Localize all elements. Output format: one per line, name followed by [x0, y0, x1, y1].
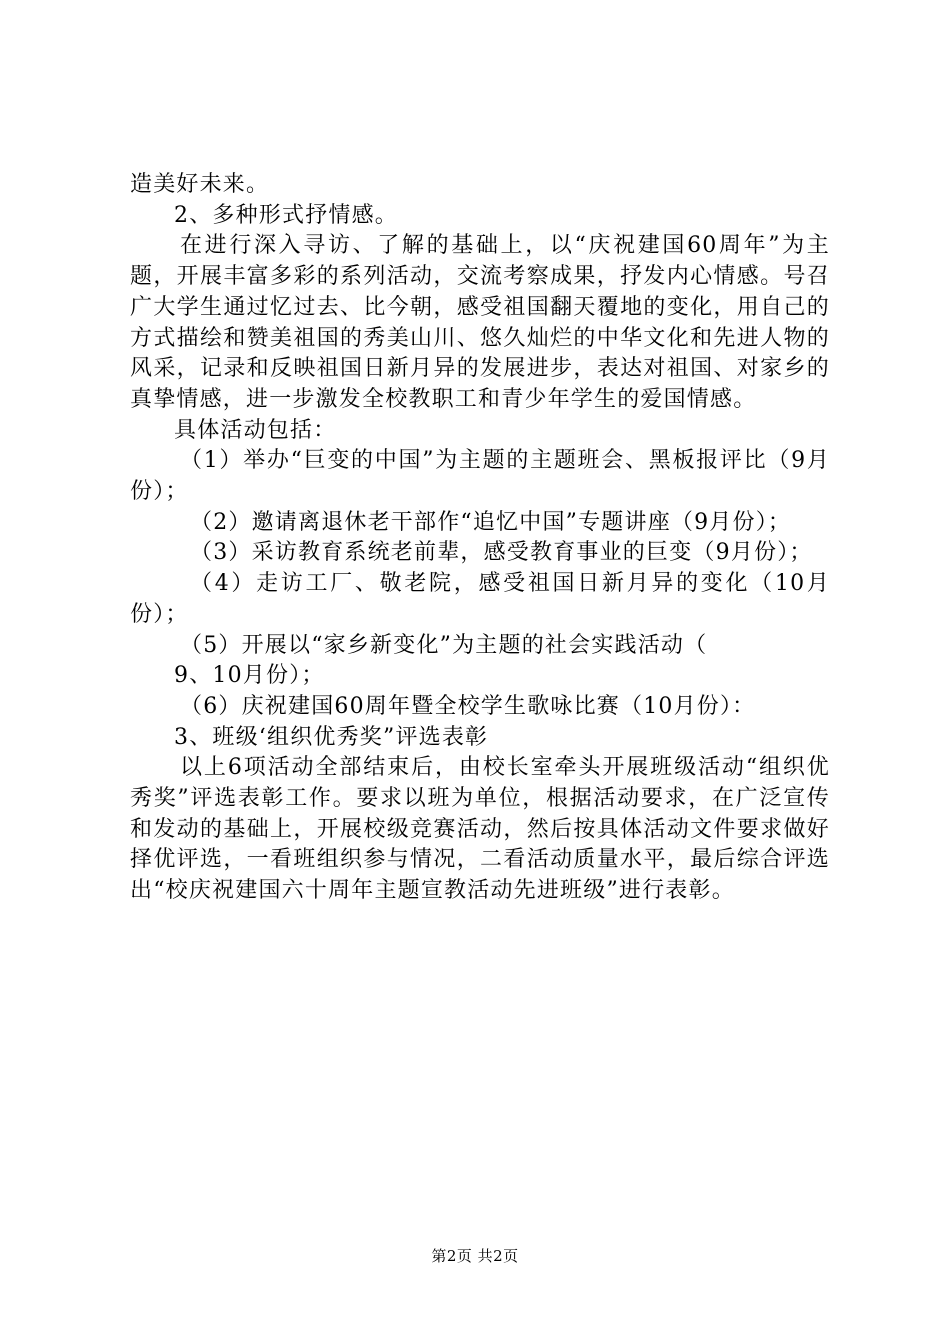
activity-item-4: （4）走访工厂、敬老院，感受祖国日新月异的变化（10月份）；	[130, 571, 830, 627]
section-heading-3: 3、班级‘组织优秀奖”评选表彰	[174, 724, 489, 750]
activity-item-1: （1）举办“巨变的中国”为主题的主题班会、黑板报评比（9月份）；	[130, 448, 830, 505]
activity-item-2: （2）邀请离退休老干部作“追忆中国”专题讲座（9月份）；	[190, 509, 792, 535]
activity-list-heading: 具体活动包括：	[174, 417, 337, 443]
activity-item-6: （6）庆祝建国60周年暨全校学生歌咏比赛（10月份）：	[180, 693, 756, 719]
section-heading-2: 2、多种形式抒情感。	[174, 202, 398, 228]
activity-item-5-continuation: 9、10月份）；	[174, 663, 325, 689]
document-body	[130, 170, 830, 907]
paragraph-award-selection: 以上6项活动全部结束后，由校长室牵头开展班级活动“组织优秀奖”评选表彰工作。要求以班为单位，根据活动要求，在广泛宣传和发动的基础上，开展校级竞赛活动，然后按具体活动文件要求做好择优评选，一看班组织参与情况，二看活动质量水平，最后综合评选出“校庆祝建国六十周年主题宣教活动先进班级”进行表彰。	[130, 755, 830, 904]
paragraph-activities-intro: 在进行深入寻访、了解的基础上，以“庆祝建国60周年”为主题，开展丰富多彩的系列活动，交流考察成果，抒发内心情感。号召广大学生通过忆过去、比今朝，感受祖国翻天覆地的变化，用自己的方式描绘和赞美祖国的秀美山川、悠久灿烂的中华文化和先进人物的风采，记录和反映祖国日新月异的发展进步，表达对祖国、对家乡的真挚情感，进一步激发全校教职工和青少年学生的爱国情感。	[130, 233, 830, 412]
page-number-footer: 第2页 共2页	[431, 1247, 519, 1265]
activity-item-3: （3）采访教育系统老前辈，感受教育事业的巨变（9月份）；	[190, 540, 813, 566]
activity-item-5: （5）开展以“家乡新变化”为主题的社会实践活动（	[180, 632, 708, 658]
paragraph-continuation: 造美好未来。	[130, 172, 270, 197]
